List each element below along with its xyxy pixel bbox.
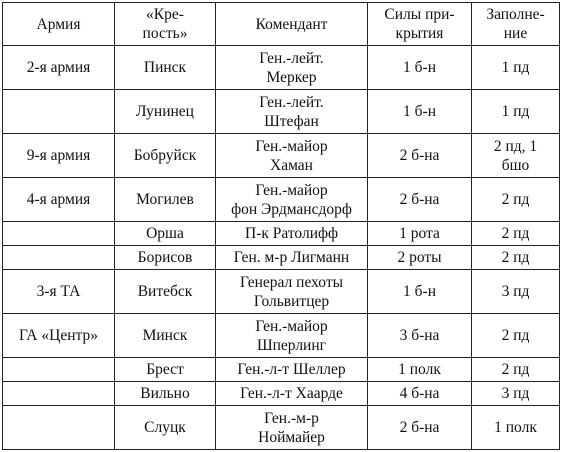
fill-cell: 2 пд: [472, 246, 560, 270]
fortress-table-wrapper: [2, 2, 560, 450]
commandant-cell: Ген.-майор Шперлинг: [216, 314, 368, 358]
army-cell: ГА «Центр»: [3, 314, 115, 358]
table-row: [3, 270, 560, 314]
cover-cell: 2 роты: [368, 246, 472, 270]
fortress-cell: Вильно: [115, 382, 216, 406]
commandant-cell: Ген.-лейт. Меркер: [216, 46, 368, 90]
army-cell: [3, 222, 115, 246]
fortress-cell: Слуцк: [115, 406, 216, 450]
table-row: [3, 358, 560, 382]
header-row: [3, 3, 560, 46]
header-commandant: Комендант: [216, 3, 368, 46]
commandant-cell: Ген.-м-р Ноймайер: [216, 406, 368, 450]
table-row: [3, 406, 560, 450]
fortress-cell: Орша: [115, 222, 216, 246]
army-cell: [3, 382, 115, 406]
commandant-cell: Ген.-л-т Хаарде: [216, 382, 368, 406]
cover-cell: 1 б-н: [368, 46, 472, 90]
commandant-cell: Ген.-л-т Шеллер: [216, 358, 368, 382]
cover-cell: 2 б-на: [368, 406, 472, 450]
army-cell: [3, 246, 115, 270]
cover-cell: 2 б-на: [368, 134, 472, 178]
fill-cell: 3 пд: [472, 382, 560, 406]
army-cell: 3-я ТА: [3, 270, 115, 314]
cover-cell: 2 б-на: [368, 178, 472, 222]
fortress-commandants-table: [2, 2, 560, 450]
fill-cell: 2 пд, 1 бшо: [472, 134, 560, 178]
army-cell: [3, 90, 115, 134]
commandant-cell: Генерал пехоты Гольвитцер: [216, 270, 368, 314]
army-cell: [3, 406, 115, 450]
fill-cell: 2 пд: [472, 222, 560, 246]
fill-cell: 3 пд: [472, 270, 560, 314]
commandant-cell: Ген. м-р Лигманн: [216, 246, 368, 270]
fill-cell: 2 пд: [472, 178, 560, 222]
commandant-cell: П-к Ратолифф: [216, 222, 368, 246]
fill-cell: 1 пд: [472, 90, 560, 134]
fortress-cell: Брест: [115, 358, 216, 382]
table-row: [3, 382, 560, 406]
fill-cell: 2 пд: [472, 358, 560, 382]
army-cell: 2-я армия: [3, 46, 115, 90]
fill-cell: 1 пд: [472, 46, 560, 90]
header-army: Армия: [3, 3, 115, 46]
table-row: [3, 314, 560, 358]
cover-cell: 1 б-н: [368, 270, 472, 314]
fill-cell: 2 пд: [472, 314, 560, 358]
table-row: [3, 246, 560, 270]
table-row: [3, 222, 560, 246]
cover-cell: 3 б-на: [368, 314, 472, 358]
commandant-cell: Ген.-майор фон Эрдмансдорф: [216, 178, 368, 222]
table-row: [3, 178, 560, 222]
fortress-cell: Бобруйск: [115, 134, 216, 178]
cover-cell: 1 б-н: [368, 90, 472, 134]
fortress-cell: Витебск: [115, 270, 216, 314]
fortress-cell: Лунинец: [115, 90, 216, 134]
army-cell: 9-я армия: [3, 134, 115, 178]
header-filling: Заполне- ние: [472, 3, 560, 46]
commandant-cell: Ген.-майор Хаман: [216, 134, 368, 178]
commandant-cell: Ген.-лейт. Штефан: [216, 90, 368, 134]
fortress-cell: Пинск: [115, 46, 216, 90]
army-cell: 4-я армия: [3, 178, 115, 222]
table-row: [3, 46, 560, 90]
header-fortress: «Кре- пость»: [115, 3, 216, 46]
fortress-cell: Могилев: [115, 178, 216, 222]
fortress-cell: Борисов: [115, 246, 216, 270]
header-cover-forces: Силы при- крытия: [368, 3, 472, 46]
table-row: [3, 90, 560, 134]
cover-cell: 1 полк: [368, 358, 472, 382]
fortress-cell: Минск: [115, 314, 216, 358]
fill-cell: 1 полк: [472, 406, 560, 450]
army-cell: [3, 358, 115, 382]
cover-cell: 4 б-на: [368, 382, 472, 406]
cover-cell: 1 рота: [368, 222, 472, 246]
table-row: [3, 134, 560, 178]
